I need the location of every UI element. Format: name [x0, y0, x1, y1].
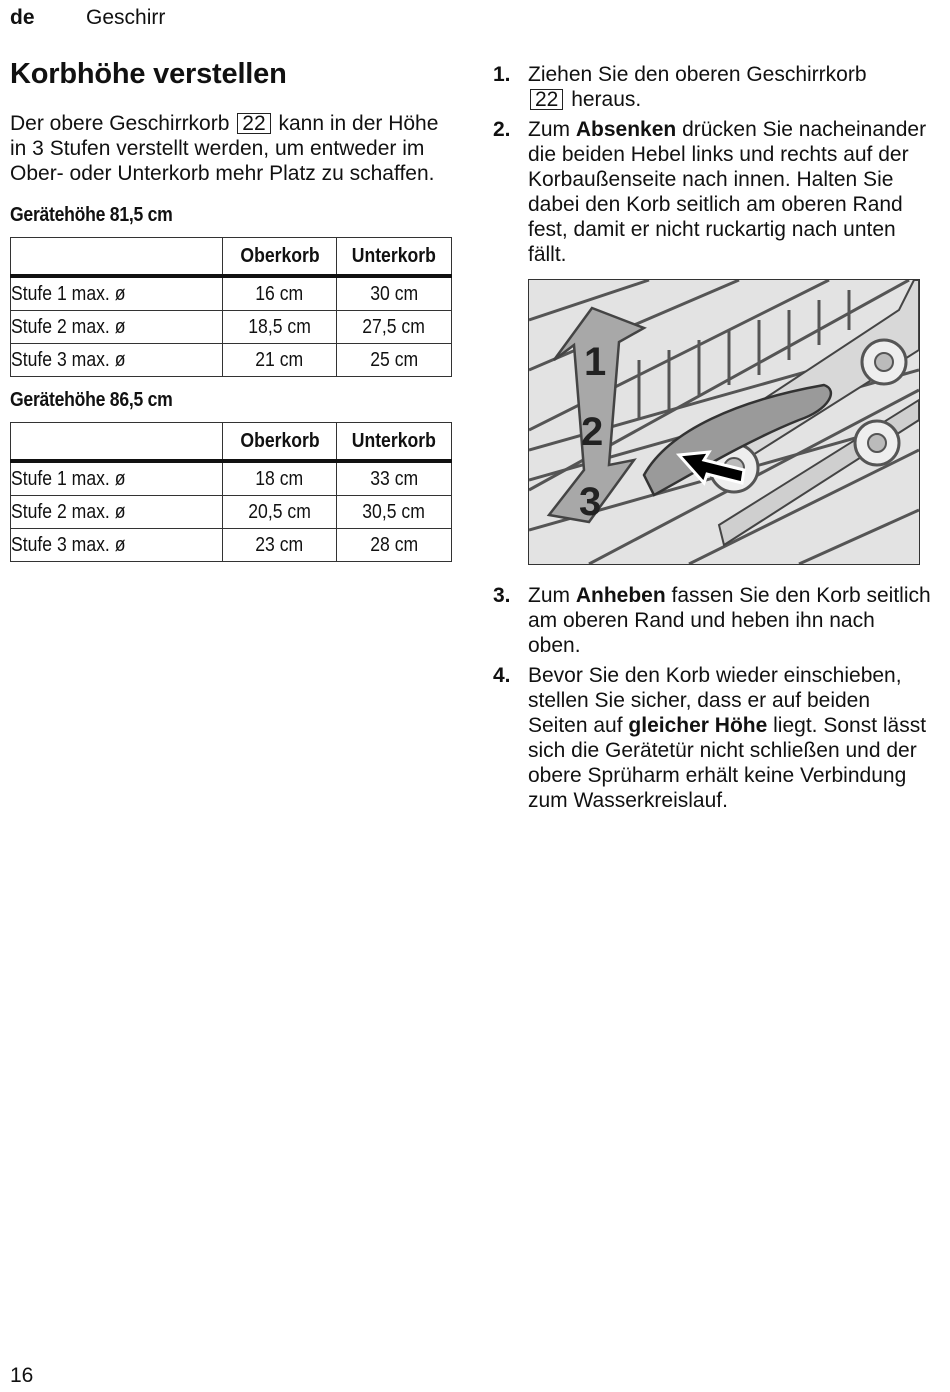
step-emphasis: Anheben: [575, 584, 666, 607]
wheel-icon: [855, 421, 899, 465]
table-row: [11, 496, 452, 529]
table-header-cell: Oberkorb: [223, 238, 337, 277]
step-text: Zum: [528, 118, 570, 141]
step-text: Bevor Sie den Korb wieder einschieben, stellen Sie sicher, dass er auf beiden Seiten auf: [528, 664, 902, 737]
part-reference-22: 22: [530, 89, 563, 110]
table-header-cell: Unterkorb: [337, 238, 452, 277]
steps-list-top: [493, 62, 933, 267]
step-text: Ziehen Sie den oberen Geschirrkorb: [528, 63, 867, 86]
step-emphasis: gleicher Höhe: [628, 714, 768, 737]
part-reference-22: 22: [237, 113, 270, 134]
level-label-1: 1: [584, 340, 607, 384]
table-header-row: [11, 238, 452, 277]
table-header-cell: Unterkorb: [337, 423, 452, 462]
step-number: 2.: [493, 118, 511, 141]
table-header-cell: [11, 423, 223, 462]
step-4: [493, 663, 933, 813]
table-cell: 23 cm: [223, 529, 337, 562]
page-title: Korbhöhe verstellen: [10, 58, 287, 90]
basket-illustration-svg: [529, 280, 919, 564]
table-cell: Stufe 2 max. ø: [11, 311, 223, 344]
table-cell: 18,5 cm: [223, 311, 337, 344]
height-table-86-5: [10, 422, 452, 562]
step-text: Zum: [528, 584, 570, 607]
table-row: [11, 344, 452, 377]
table1-heading: Gerätehöhe 81,5 cm: [10, 204, 173, 226]
table-header-row: [11, 423, 452, 462]
table-cell: 33 cm: [337, 461, 452, 496]
step-text: liegt. Sonst lässt sich die Gerätetür nicht schließen und der obere Sprüharm erhält keine Verbindung zum Wasserkreislauf.: [528, 714, 927, 812]
page-number: 16: [10, 1364, 34, 1387]
steps-list-bottom: [493, 583, 933, 813]
header-language: de: [10, 6, 35, 29]
step-text: drücken Sie nacheinander die beiden Hebel links und rechts auf der Korbaußenseite nach innen. Halten Sie dabei den Korb seitlich am oberen Rand fest, damit er nicht ruckartig nach unten fällt.: [528, 118, 927, 266]
table-cell: 28 cm: [337, 529, 452, 562]
table-header-cell: [11, 238, 223, 277]
intro-text-before: Der obere Geschirrkorb: [10, 112, 230, 135]
table-cell: Stufe 1 max. ø: [11, 461, 223, 496]
left-column: [10, 58, 455, 574]
table-row: [11, 311, 452, 344]
header-section-title: Geschirr: [86, 6, 166, 29]
basket-height-illustration: [528, 279, 920, 565]
height-table-81-5: [10, 237, 452, 377]
table-cell: 25 cm: [337, 344, 452, 377]
table-row: [11, 461, 452, 496]
level-label-3: 3: [579, 480, 602, 524]
table-cell: 16 cm: [223, 276, 337, 311]
step-number: 4.: [493, 664, 511, 687]
step-2: [493, 117, 933, 267]
step-emphasis: Absenken: [575, 118, 677, 141]
right-column: [493, 62, 933, 818]
table-row: [11, 529, 452, 562]
step-number: 1.: [493, 63, 511, 86]
wheel-icon: [862, 340, 906, 384]
table-cell: 30,5 cm: [337, 496, 452, 529]
step-text: fassen Sie den Korb seitlich am oberen Rand und heben ihn nach oben.: [528, 584, 931, 657]
table-cell: 21 cm: [223, 344, 337, 377]
table-cell: 18 cm: [223, 461, 337, 496]
level-label-2: 2: [581, 410, 604, 454]
table2-heading: Gerätehöhe 86,5 cm: [10, 389, 173, 411]
table-cell: 30 cm: [337, 276, 452, 311]
table-header-cell: Oberkorb: [223, 423, 337, 462]
intro-paragraph: [10, 111, 455, 186]
table-cell: 20,5 cm: [223, 496, 337, 529]
table-cell: Stufe 3 max. ø: [11, 529, 223, 562]
step-text: heraus.: [571, 88, 642, 111]
table-cell: 27,5 cm: [337, 311, 452, 344]
table-cell: Stufe 1 max. ø: [11, 276, 223, 311]
table-row: [11, 276, 452, 311]
step-1: [493, 62, 933, 112]
intro-text-after: kann in der Höhe in 3 Stufen verstellt werden, um entweder im Ober- oder Unterkorb mehr Platz zu schaffen.: [10, 112, 439, 185]
table-cell: Stufe 3 max. ø: [11, 344, 223, 377]
step-3: [493, 583, 933, 658]
step-number: 3.: [493, 584, 511, 607]
table-cell: Stufe 2 max. ø: [11, 496, 223, 529]
